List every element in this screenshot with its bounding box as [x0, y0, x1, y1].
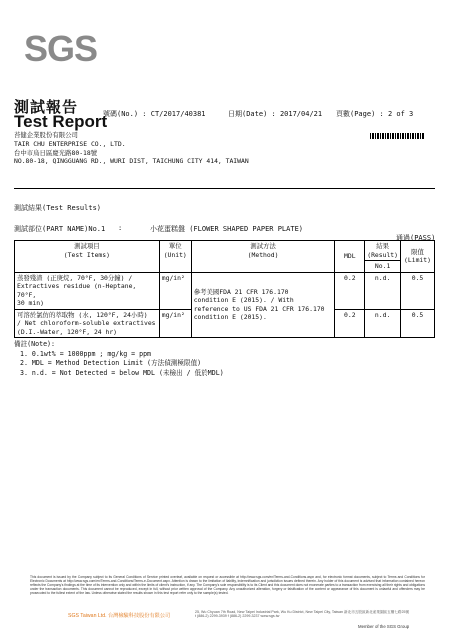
member-of-sgs: Member of the SGS Group: [358, 624, 410, 629]
logo-text: SGS: [24, 28, 98, 69]
header-unit: 單位 (Unit): [159, 241, 191, 273]
divider: [14, 188, 435, 189]
report-page: [336, 109, 413, 119]
barcode: [370, 133, 425, 139]
report-title-en: Test Report: [14, 112, 108, 131]
header-test-items: 測試項目 (Test Items): [15, 241, 160, 273]
note-item: 2. MDL = Method Detection Limit (方法偵測極限值): [20, 359, 202, 367]
result-cell: n.d.: [365, 272, 401, 309]
method-cell: 參考美國FDA 21 CFR 176.170 condition E (2015). / With reference to US FDA 21 CFR 176.170 condition E (2015).: [191, 272, 335, 338]
footer-company: SGS Taiwan Ltd. 台灣檢驗科技股份有限公司: [68, 613, 171, 619]
sgs-logo: [22, 28, 98, 69]
report-date: [228, 109, 322, 119]
table-row: [15, 272, 435, 309]
part-name: 小花蛋糕盤 (FLOWER SHAPED PAPER PLATE): [150, 225, 304, 233]
disclaimer: This document is issued by the Company subject to its General Conditions of Service printed overleaf, available on request or accessible at http://www.sgs.com/en/Terms-and-Conditions.aspx and, for electronic format documents, subject to Terms and Conditions for Electronic Documents at http://www.sgs.com/en/Terms-and-Conditions/Terms-e-Document.aspx. Attention is drawn to the limitation of liability, indemnification and jurisdiction issues defined therein. Any holder of this document is advised that information contained hereon reflects the Company's findings at the time of its intervention only and within the limits of client's instruction, if any. The Company's sole responsibility is to its Client and this document does not exonerate parties to a transaction from exercising all their rights and obligations under the transaction documents. This document cannot be reproduced, except in full, without prior written approval of the Company. Any unauthorized alteration, forgery or falsification of the content or appearance of this document is unlawful and offenders may be prosecuted to the fullest extent of the law. Unless otherwise stated the results shown in this test report refer only to the sample(s) tested.: [30, 575, 425, 596]
mdl-cell: 0.2: [335, 309, 365, 338]
client-address-cn: 台中市烏日區慶光路80-18號: [14, 148, 98, 157]
report-no-value: CT/2017/40381: [150, 110, 206, 118]
report-no-label: 號碼(No.) :: [103, 110, 147, 118]
footer-address: 25, Wu Chyuan 7th Road, New Taipei Industrial Park, Wu Ku District, New Taipei City, Taiwan 新北市五股區新北產業園區五權七路25號 t (886-2) 2299-3939 f (886-2) 2299-3237 www.sgs.tw: [195, 610, 410, 619]
page-value: 2 of 3: [387, 110, 414, 118]
client-address-en: NO.80-18, QINGGUANG RD., WURI DIST, TAICHUNG CITY 414, TAIWAN: [14, 157, 249, 166]
page-label: 頁數(Page) :: [336, 110, 384, 118]
date-value: 2017/04/21: [279, 110, 323, 118]
mdl-cell: 0.2: [335, 272, 365, 309]
report-title-cn: 測試報告: [14, 98, 79, 116]
limit-cell: 0.5: [401, 309, 435, 338]
pass-label: 通過(PASS): [396, 234, 436, 242]
unit-cell: mg/in²: [159, 309, 191, 338]
note-item: 3. n.d. = Not Detected = below MDL (未檢出 / 低於MDL): [20, 368, 224, 377]
table-header-row: [15, 241, 435, 261]
unit-cell: mg/in²: [159, 272, 191, 309]
test-item: 蒸發殘渣 (正庚烷, 70°F, 30分鐘) / Extractives residue (n-Heptane, 70°F, 30 min): [15, 272, 160, 309]
note-item: 1. 0.1wt% = 1000ppm ; mg/kg = ppm: [20, 349, 152, 358]
test-item: 可溶於氯仿的萃取物 (水, 120°F, 24小時) / Net chloroform-soluble extractives (D.I.-Water, 120°F, 24 hr): [15, 309, 160, 338]
part-separator: :: [118, 224, 123, 232]
notes-title: 備註(Note):: [14, 340, 55, 348]
header-limit: 限值 (Limit): [401, 241, 435, 273]
section-title: 測試結果(Test Results): [14, 204, 102, 212]
header-result: 結果 (Result): [365, 241, 401, 261]
part-label: 測試部位(PART NAME)No.1: [14, 225, 106, 233]
results-table: [14, 240, 435, 338]
notes-block: [14, 340, 224, 378]
client-block: [14, 131, 249, 166]
header-result-no: No.1: [365, 261, 401, 273]
result-cell: n.d.: [365, 309, 401, 338]
header-method: 測試方法 (Method): [191, 241, 335, 273]
client-name-en: TAIR CHU ENTERPRISE CO., LTD.: [14, 139, 126, 148]
report-number: [103, 109, 206, 119]
client-name-cn: 苔健企業股份有限公司: [14, 131, 78, 139]
header-mdl: MDL: [335, 241, 365, 273]
date-label: 日期(Date) :: [228, 110, 276, 118]
limit-cell: 0.5: [401, 272, 435, 309]
